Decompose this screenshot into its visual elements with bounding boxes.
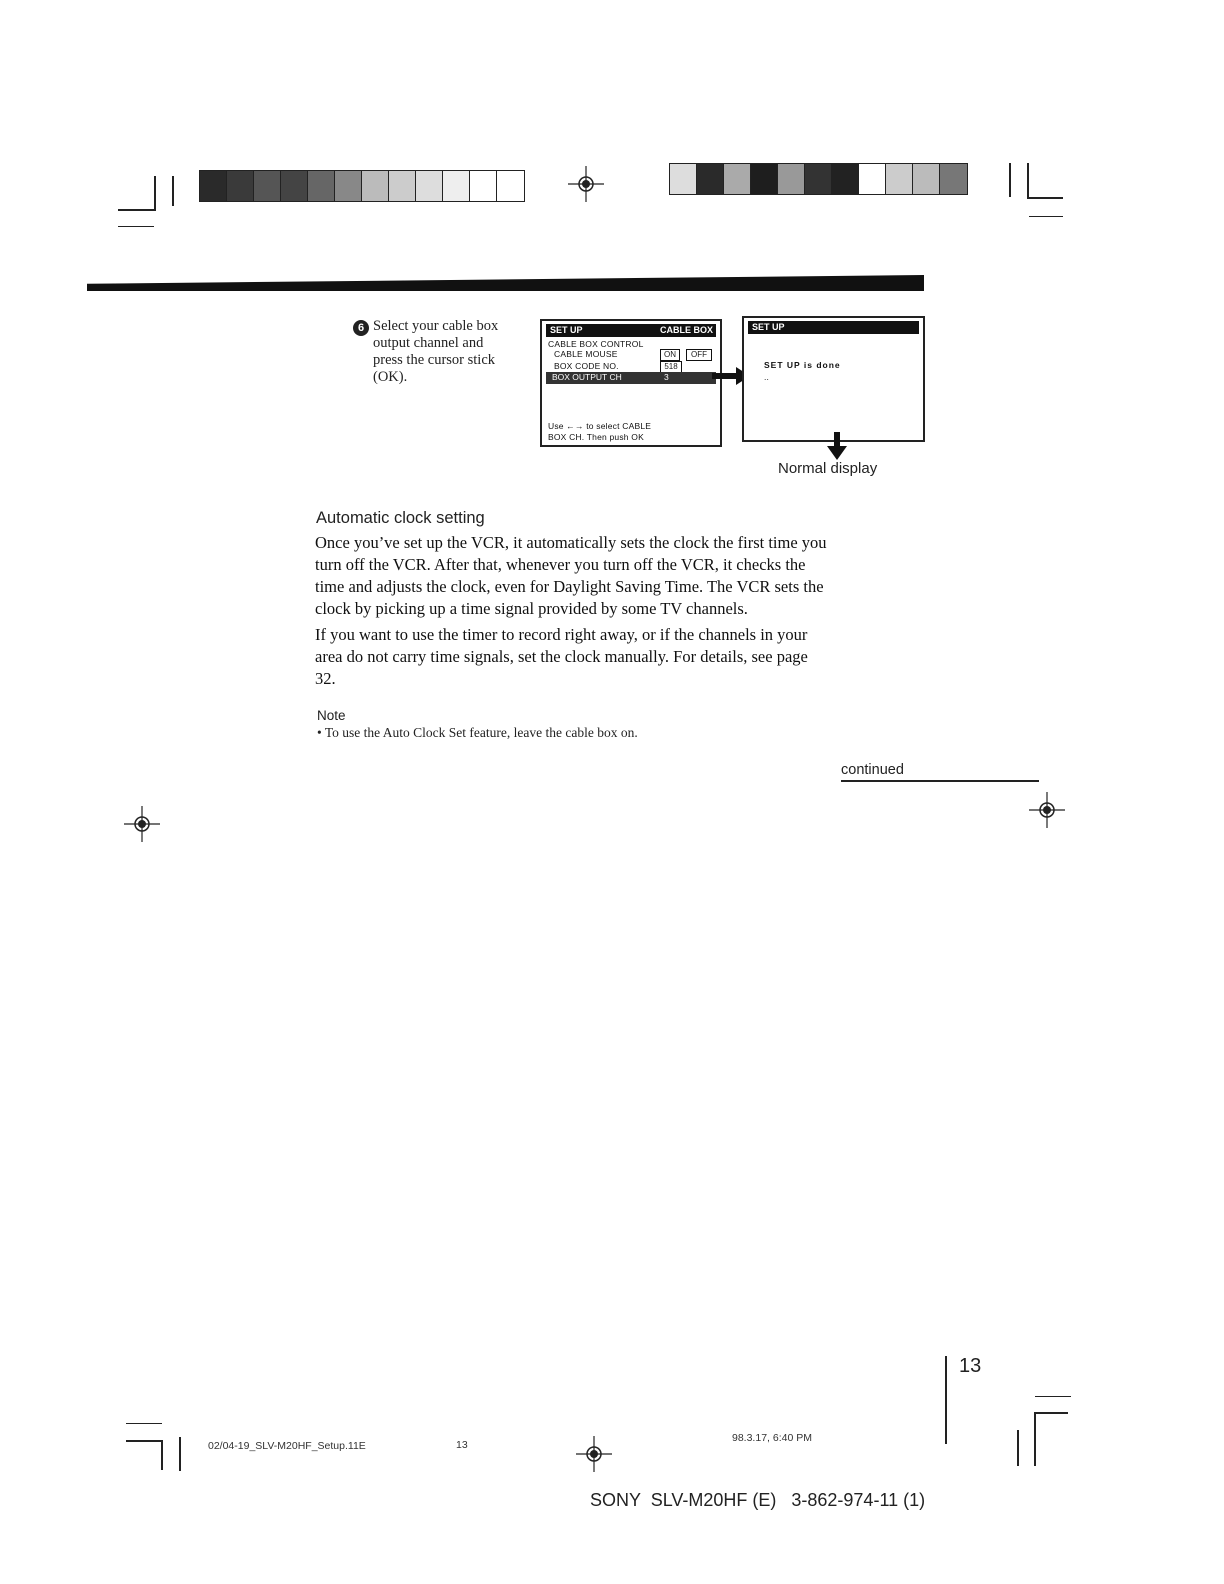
crop-mark-bottom-right-h2 (1035, 1396, 1071, 1397)
color-registration-strip-right (669, 163, 968, 195)
osd-box-output-ch-label: BOX OUTPUT CH (552, 372, 622, 382)
crop-mark-top-right-h2 (1029, 216, 1063, 217)
crop-mark-top-right-h (1027, 197, 1063, 199)
page-number: 13 (959, 1355, 982, 1377)
footer-timestamp: 98.3.17, 6:40 PM (732, 1432, 812, 1444)
step-number-badge: 6 (353, 320, 369, 336)
continued-rule (841, 780, 1039, 782)
osd-box-code-label: BOX CODE NO. (554, 361, 619, 371)
osd-header-title: SET UP (752, 322, 785, 332)
crop-mark-top-left-v2 (172, 176, 174, 206)
osd-header (748, 321, 919, 334)
osd-option-on: ON (660, 349, 680, 361)
osd-option-off: OFF (686, 349, 712, 361)
crop-mark-bottom-left-v (161, 1440, 163, 1470)
crop-mark-bottom-left-h (126, 1423, 162, 1424)
osd-hint-line: Use ←→ to select CABLE (548, 421, 652, 431)
footer-model-line: SONY SLV-M20HF (E) 3-862-974-11 (1) (590, 1490, 926, 1510)
note-item: • To use the Auto Clock Set feature, leave the cable box on. (317, 725, 638, 740)
osd-header (546, 324, 716, 337)
crop-mark-bottom-left-v2 (179, 1437, 181, 1471)
osd-cable-box-control: CABLE BOX CONTROL (548, 339, 644, 349)
crop-mark-bottom-left-h2 (126, 1440, 162, 1442)
step-line: press the cursor stick (373, 352, 496, 368)
step-line: (OK). (373, 369, 408, 385)
section-title: Automatic clock setting (316, 509, 485, 527)
note-heading: Note (317, 708, 346, 723)
paragraph-line: turn off the VCR. After that, whenever you turn off the VCR, it checks the (315, 555, 806, 574)
osd-cable-mouse-label: CABLE MOUSE (554, 349, 618, 359)
osd-box-output-ch-value: 3 (664, 372, 669, 382)
page-number-rule (945, 1356, 947, 1444)
paragraph-line: Once you’ve set up the VCR, it automatically sets the clock the first time you (315, 533, 827, 552)
crop-mark-top-right-v (1009, 163, 1011, 197)
paragraph-line: clock by picking up a time signal provided by some TV channels. (315, 599, 748, 618)
paragraph-2 (315, 624, 935, 690)
crop-mark-top-left-v (154, 176, 156, 210)
normal-display-caption: Normal display (778, 460, 878, 477)
crop-mark-bottom-right-h (1034, 1412, 1068, 1414)
step-line: Select your cable box (373, 318, 499, 334)
osd-hint-line: BOX CH. Then push OK (548, 432, 644, 442)
registration-crosshair-left-icon (124, 806, 160, 842)
header-rule (87, 275, 924, 291)
crop-mark-top-left-h (118, 209, 156, 211)
arrow-down-icon (826, 432, 848, 462)
paragraph-line: If you want to use the timer to record right away, or if the channels in your (315, 625, 808, 644)
osd-header-subtitle: CABLE BOX (659, 325, 713, 335)
registration-crosshair-bottom-icon (576, 1436, 612, 1472)
osd-dots: .. (764, 372, 770, 382)
paragraph-line: area do not carry time signals, set the clock manually. For details, see page (315, 647, 808, 666)
crop-mark-top-left-h2 (118, 226, 154, 227)
color-registration-strip-left (199, 170, 525, 202)
footer-filename: 02/04-19_SLV-M20HF_Setup.11E (208, 1440, 366, 1452)
osd-header-title: SET UP (550, 325, 583, 335)
osd-box-output-ch-row (546, 372, 716, 384)
paragraph-line: time and adjusts the clock, even for Daylight Saving Time. The VCR sets the (315, 577, 824, 596)
step-line: output channel and (373, 335, 484, 351)
crop-mark-top-right-v2 (1027, 163, 1029, 199)
osd-box-code-value: 518 (660, 361, 682, 373)
registration-crosshair-top-icon (568, 166, 604, 202)
continued-label: continued (841, 762, 904, 778)
paragraph-line: 32. (315, 669, 336, 688)
osd-screen-setup-done (742, 316, 925, 442)
registration-crosshair-right-icon (1029, 792, 1065, 828)
crop-mark-bottom-right-v (1017, 1430, 1019, 1466)
paragraph-1 (315, 532, 935, 620)
crop-mark-bottom-right-v2 (1034, 1412, 1036, 1466)
osd-screen-cable-box (540, 319, 722, 447)
step-instruction (373, 318, 533, 386)
osd-setup-done-message: SET UP is done (764, 360, 841, 370)
footer-page: 13 (456, 1439, 468, 1451)
